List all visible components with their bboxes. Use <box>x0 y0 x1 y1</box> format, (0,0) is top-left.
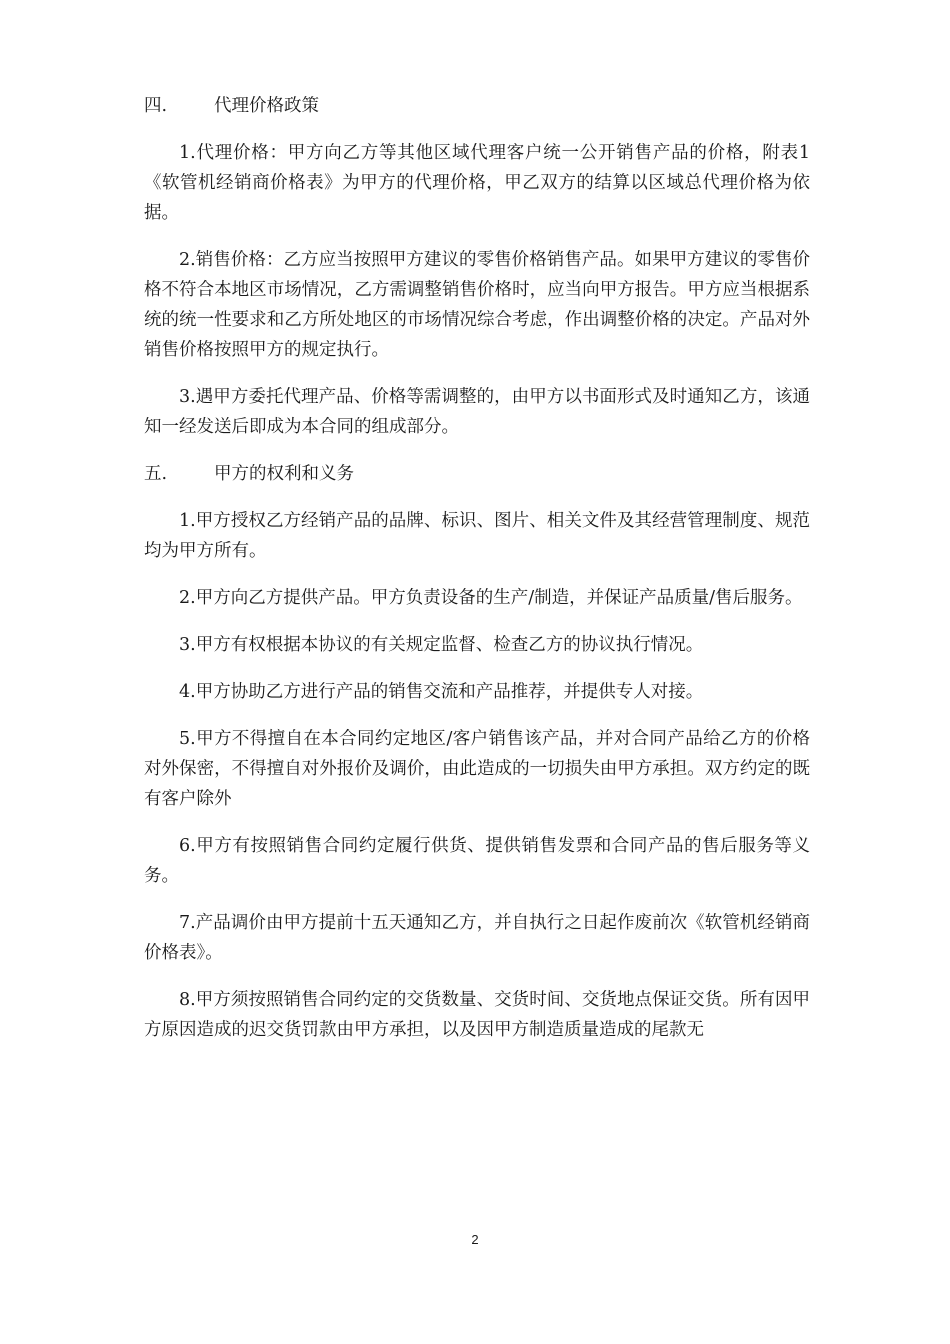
document-body <box>144 91 810 1062</box>
paragraph: 7.产品调价由甲方提前十五天通知乙方，并自执行之日起作废前次《软管机经销商价格表》。 <box>144 913 810 963</box>
page-number: 2 <box>471 1232 479 1247</box>
paragraph: 6.甲方有按照销售合同约定履行供货、提供销售发票和合同产品的售后服务等义务。 <box>144 836 810 886</box>
paragraph: 5.甲方不得擅自在本合同约定地区/客户销售该产品，并对合同产品给乙方的价格对外保密，不得擅自对外报价及调价，由此造成的一切损失由甲方承担。双方约定的既有客户除外 <box>144 729 810 809</box>
section-number: 四. <box>144 96 168 116</box>
paragraph: 8.甲方须按照销售合同约定的交货数量、交货时间、交货地点保证交货。所有因甲方原因造成的迟交货罚款由甲方承担，以及因甲方制造质量造成的尾款无 <box>144 990 810 1040</box>
paragraph: 4.甲方协助乙方进行产品的销售交流和产品推荐，并提供专人对接。 <box>179 682 704 702</box>
section-title: 甲方的权利和义务 <box>214 464 354 484</box>
paragraph: 2.销售价格：乙方应当按照甲方建议的零售价格销售产品。如果甲方建议的零售价格不符合本地区市场情况，乙方需调整销售价格时，应当向甲方报告。甲方应当根据系统的统一性要求和乙方所处地区的市场情况综合考虑，作出调整价格的决定。产品对外销售价格按照甲方的规定执行。 <box>144 250 810 360</box>
section-heading <box>144 91 810 121</box>
paragraph: 1.甲方授权乙方经销产品的品牌、标识、图片、相关文件及其经营管理制度、规范均为甲方所有。 <box>144 511 810 561</box>
paragraph: 2.甲方向乙方提供产品。甲方负责设备的生产/制造，并保证产品质量/售后服务。 <box>179 588 803 608</box>
section-heading <box>144 459 810 489</box>
paragraph: 3.甲方有权根据本协议的有关规定监督、检查乙方的协议执行情况。 <box>179 635 704 655</box>
section-title: 代理价格政策 <box>214 96 319 116</box>
paragraph: 3.遇甲方委托代理产品、价格等需调整的，由甲方以书面形式及时通知乙方，该通知一经发送后即成为本合同的组成部分。 <box>144 387 810 437</box>
section-number: 五. <box>144 464 168 484</box>
paragraph: 1.代理价格：甲方向乙方等其他区域代理客户统一公开销售产品的价格，附表1《软管机经销商价格表》为甲方的代理价格，甲乙双方的结算以区域总代理价格为依据。 <box>144 143 810 223</box>
